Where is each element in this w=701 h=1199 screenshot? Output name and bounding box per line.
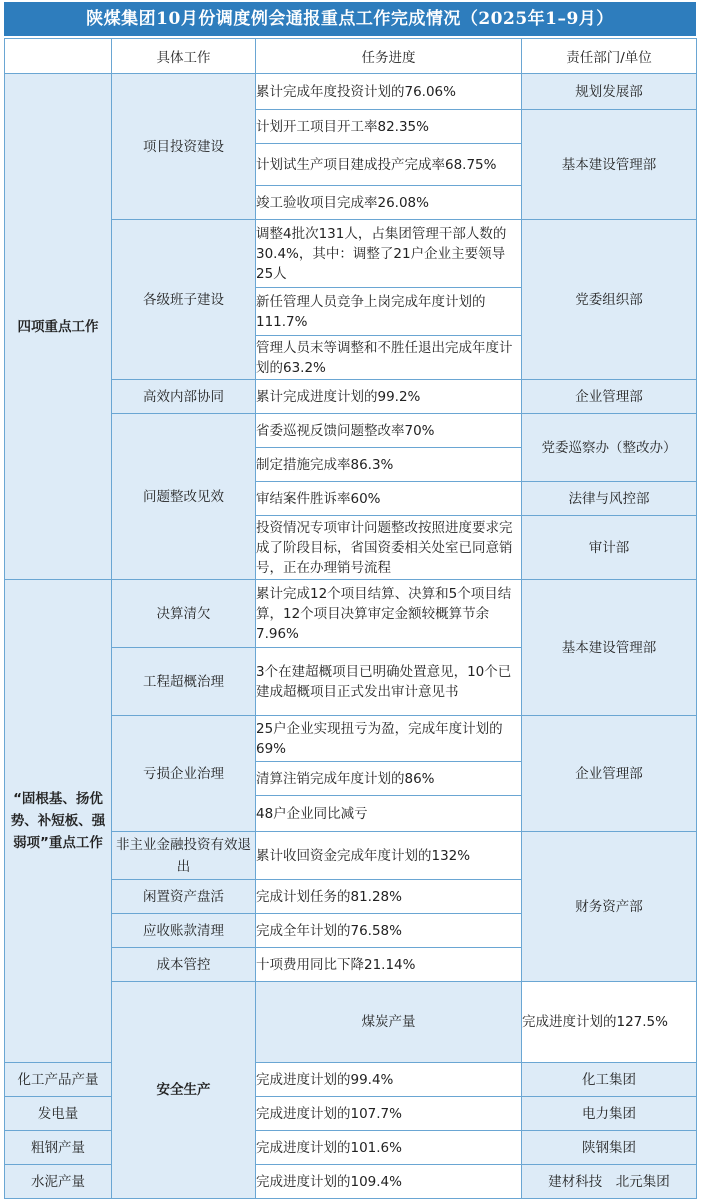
dept-cell: 财务资产部 xyxy=(522,832,697,982)
progress-cell: 累计完成进度计划的99.2% xyxy=(256,380,522,414)
dept-cell: 电力集团 xyxy=(522,1097,697,1131)
table-row xyxy=(5,1165,697,1199)
table-row xyxy=(5,1063,697,1097)
progress-cell: 计划开工项目开工率82.35% xyxy=(256,110,522,144)
work-cell: 煤炭产量 xyxy=(256,982,522,1063)
progress-cell: 完成计划任务的81.28% xyxy=(256,880,522,914)
progress-cell: 3个在建超概项目已明确处置意见，10个已建成超概项目正式发出审计意见书 xyxy=(256,648,522,716)
progress-cell: 省委巡视反馈问题整改率70% xyxy=(256,414,522,448)
work-cell: 粗钢产量 xyxy=(5,1131,112,1165)
progress-cell: 调整4批次131人，占集团管理干部人数的30.4%，其中：调整了21户企业主要领导25人 xyxy=(256,220,522,288)
dept-cell: 基本建设管理部 xyxy=(522,580,697,716)
progress-cell: 累计收回资金完成年度计划的132% xyxy=(256,832,522,880)
progress-cell: 完成进度计划的99.4% xyxy=(256,1063,522,1097)
progress-cell: 投资情况专项审计问题整改按照进度要求完成了阶段目标，省国资委相关处室已同意销号，正在办理销号流程 xyxy=(256,516,522,580)
work-cell: 项目投资建设 xyxy=(112,74,256,220)
table-row xyxy=(5,580,697,648)
dept-cell: 陕钢集团 xyxy=(522,1131,697,1165)
dept-cell: 化工集团 xyxy=(522,1063,697,1097)
progress-cell: 十项费用同比下降21.14% xyxy=(256,948,522,982)
header-category xyxy=(5,39,112,74)
dept-cell: 企业管理部 xyxy=(522,716,697,832)
progress-cell: 完成全年计划的76.58% xyxy=(256,914,522,948)
dept-cell: 建材科技 北元集团 xyxy=(522,1165,697,1199)
category-cell: 安全生产 xyxy=(112,982,256,1199)
category-cell: “固根基、扬优势、补短板、强弱项”重点工作 xyxy=(5,580,112,1063)
work-cell: 亏损企业治理 xyxy=(112,716,256,832)
table-row xyxy=(5,1131,697,1165)
work-cell: 应收账款清理 xyxy=(112,914,256,948)
header-work: 具体工作 xyxy=(112,39,256,74)
progress-cell: 计划试生产项目建成投产完成率68.75% xyxy=(256,144,522,186)
header-row xyxy=(5,39,697,74)
progress-cell: 管理人员末等调整和不胜任退出完成年度计划的63.2% xyxy=(256,336,522,380)
progress-cell: 新任管理人员竞争上岗完成年度计划的111.7% xyxy=(256,288,522,336)
work-cell: 各级班子建设 xyxy=(112,220,256,380)
work-cell: 发电量 xyxy=(5,1097,112,1131)
work-table xyxy=(4,38,697,1199)
progress-cell: 清算注销完成年度计划的86% xyxy=(256,762,522,796)
table-row xyxy=(5,74,697,110)
work-cell: 水泥产量 xyxy=(5,1165,112,1199)
progress-cell: 完成进度计划的101.6% xyxy=(256,1131,522,1165)
dept-cell: 党委巡察办（整改办） xyxy=(522,414,697,482)
work-cell: 工程超概治理 xyxy=(112,648,256,716)
work-cell: 闲置资产盘活 xyxy=(112,880,256,914)
table-row xyxy=(5,1097,697,1131)
dept-cell: 规划发展部 xyxy=(522,74,697,110)
progress-cell: 完成进度计划的109.4% xyxy=(256,1165,522,1199)
progress-cell: 48户企业同比减亏 xyxy=(256,796,522,832)
header-dept: 责任部门/单位 xyxy=(522,39,697,74)
work-cell: 问题整改见效 xyxy=(112,414,256,580)
progress-cell: 累计完成12个项目结算、决算和5个项目结算，12个项目决算审定金额较概算节余7.96% xyxy=(256,580,522,648)
dept-cell: 审计部 xyxy=(522,516,697,580)
progress-cell: 完成进度计划的107.7% xyxy=(256,1097,522,1131)
progress-cell: 完成进度计划的127.5% xyxy=(522,982,697,1063)
header-progress: 任务进度 xyxy=(256,39,522,74)
dept-cell: 基本建设管理部 xyxy=(522,110,697,220)
dept-cell: 党委组织部 xyxy=(522,220,697,380)
progress-cell: 竣工验收项目完成率26.08% xyxy=(256,186,522,220)
progress-cell: 制定措施完成率86.3% xyxy=(256,448,522,482)
page-title: 陕煤集团10月份调度例会通报重点工作完成情况（2025年1–9月） xyxy=(4,2,696,36)
progress-cell: 25户企业实现扭亏为盈，完成年度计划的69% xyxy=(256,716,522,762)
work-cell: 高效内部协同 xyxy=(112,380,256,414)
progress-cell: 累计完成年度投资计划的76.06% xyxy=(256,74,522,110)
work-cell: 成本管控 xyxy=(112,948,256,982)
work-cell: 化工产品产量 xyxy=(5,1063,112,1097)
work-cell: 决算清欠 xyxy=(112,580,256,648)
dept-cell: 企业管理部 xyxy=(522,380,697,414)
progress-cell: 审结案件胜诉率60% xyxy=(256,482,522,516)
work-cell: 非主业金融投资有效退出 xyxy=(112,832,256,880)
dept-cell: 法律与风控部 xyxy=(522,482,697,516)
category-cell: 四项重点工作 xyxy=(5,74,112,580)
